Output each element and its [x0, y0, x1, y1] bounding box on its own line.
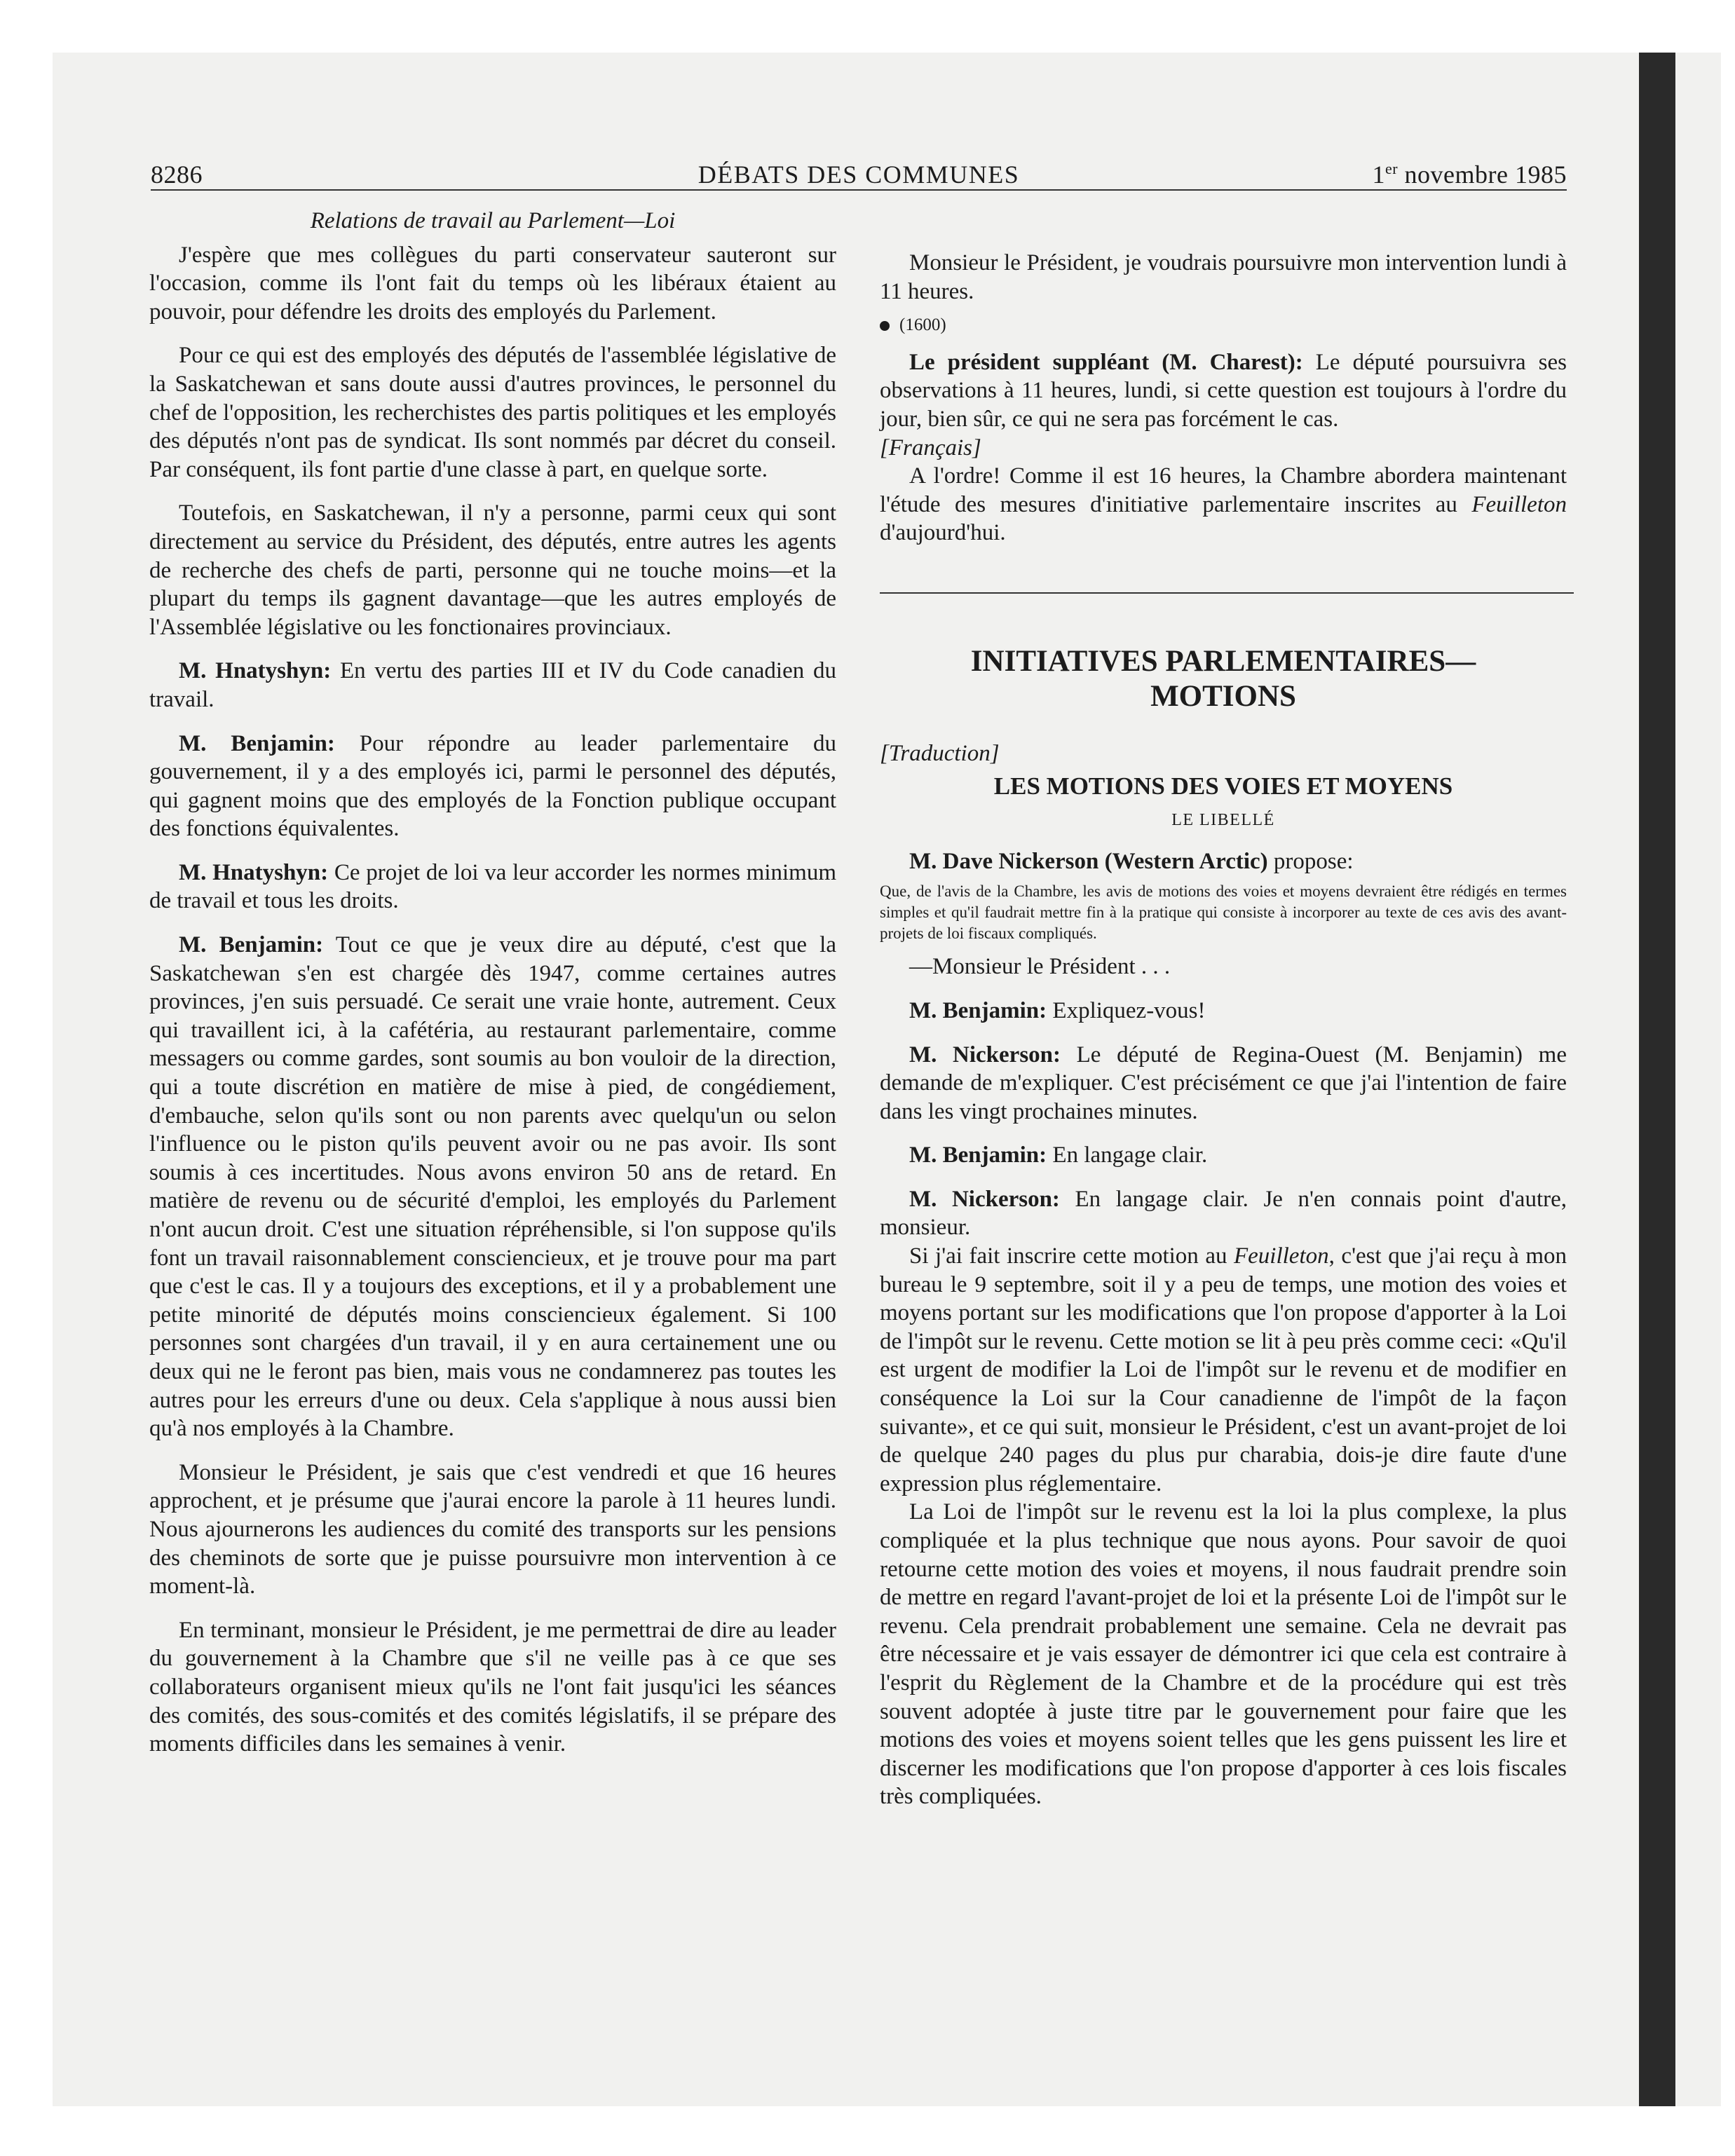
section-separator [880, 592, 1574, 594]
header-rule [151, 189, 1567, 191]
time-marker: (1600) [880, 311, 1567, 340]
speaker-name: M. Benjamin: [909, 1142, 1047, 1168]
subsection-subheading: LE LIBELLÉ [1171, 811, 1275, 830]
subsection-heading: LES MOTIONS DES VOIES ET MOYENS [993, 772, 1453, 800]
speech: M. Benjamin: Expliquez-vous! [909, 997, 1206, 1023]
motion-mover: M. Dave Nickerson (Western Arctic) propose: [909, 848, 1354, 874]
speech: M. Benjamin: Pour répondre au leader parlementaire du gouvernement, il y a des employés ici, parmi le personnel des députés, qui gagnent moins que des employés de la Fonction publique occupant des fonctions équivalentes. [149, 730, 836, 842]
section-heading: INITIATIVES PARLEMENTAIRES— MOTIONS [970, 644, 1476, 713]
speech: M. Benjamin: Tout ce que je veux dire au député, c'est que la Saskatchewan s'en est chargée dès 1947, comme certaines autres provinces, j'en suis persuadé. Ce serait une vraie honte, autrement. Ceux qui travaillent ici, à la cafétéria, au restaurant parlementaire, comme messagers ou comme gardes, sont soumis au bon vouloir de la direction, qui a toute discrétion en matière de mise à pied, de congédiement, d'embauche, selon qu'ils sont ou non parents avec quelqu'un ou selon l'influence ou le piston qu'ils peuvent avoir ou ne pas avoir. Ils sont soumis à ces incertitudes. Nous avons environ 50 ans de retard. En matière de revenu ou de sécurité d'emploi, les employés du Parlement n'ont aucun droit. C'est une situation répréhensible, si l'on suppose qu'ils font un travail raisonnablement consciencieux, et je trouve pour ma part que c'est le cas. Il y a toujours des exceptions, et il y a probablement une petite minorité de députés moins consciencieux également. Si 100 personnes sont chargées d'un travail, il y en aura certainement une ou deux qui ne le feront pas bien, mais vous ne condamnerez pas toutes les autres pour les erreurs d'une ou deux. Cela s'applique à nous aussi bien qu'à nos employés à la Chambre. [149, 932, 836, 1442]
speaker-name: M. Nickerson: [909, 1042, 1061, 1067]
speaker-name: M. Benjamin: [179, 932, 324, 958]
speech: M. Hnatyshyn: Ce projet de loi va leur accorder les normes minimum de travail et tous les droits. [149, 859, 836, 914]
speaker-name: M. Benjamin: [909, 997, 1047, 1023]
paragraph: —Monsieur le Président . . . [909, 954, 1171, 980]
speech: M. Benjamin: En langage clair. [909, 1142, 1208, 1168]
speech: M. Nickerson: Le député de Regina-Ouest (M. Benjamin) me demande de m'expliquer. C'est précisément ce que j'ai l'intention de faire dans les vingt prochaines minutes. [880, 1042, 1567, 1124]
paragraph: Si j'ai fait inscrire cette motion au Feuilleton, c'est que j'ai reçu à mon bureau le 9 septembre, soit il y a peu de temps, une motion des voies et moyens portant sur les modifications que l'on propose d'apporter à la Loi de l'impôt sur le revenu. Cette motion se lit à peu près comme ceci: «Qu'il est urgent de modifier la Loi de l'impôt sur le revenu et de modifier en conséquence la Loi sur la Cour canadienne de l'impôt de la façon suivante», et ce qui suit, monsieur le Président, c'est un avant-projet de loi de quelque 240 pages du plus pur charabia, dois-je dire faute d'une expression plus réglementaire. [880, 1243, 1567, 1496]
running-title: Relations de travail au Parlement—Loi [310, 208, 676, 233]
paragraph: Monsieur le Président, je voudrais poursuivre mon intervention lundi à 11 heures. [880, 250, 1567, 304]
language-note: [Traduction] [880, 740, 1000, 766]
left-column [149, 207, 836, 1759]
bullet-dot-icon [880, 321, 890, 331]
speech: M. Hnatyshyn: En vertu des parties III et IV du Code canadien du travail. [149, 658, 836, 712]
speaker-name: M. Hnatyshyn: [179, 859, 329, 885]
paragraph: Monsieur le Président, je sais que c'est vendredi et que 16 heures approchent, et je présume que j'aurai encore la parole à 11 heures lundi. Nous ajournerons les audiences du comité des transports sur les pensions des cheminots de sorte que je puisse poursuivre mon intervention à ce moment-là. [149, 1459, 836, 1599]
page-header [151, 160, 1567, 193]
right-column [880, 249, 1567, 1811]
paragraph: A l'ordre! Comme il est 16 heures, la Chambre abordera maintenant l'étude des mesures d'initiative parlementaire inscrites au Feuilleton d'aujourd'hui. [880, 463, 1567, 546]
speaker-name: M. Benjamin: [179, 730, 335, 756]
paragraph: La Loi de l'impôt sur le revenu est la loi la plus complexe, la plus compliquée et la plus technique que nous ayons. Pour savoir de quoi retourne cette motion des voies et moyens, il nous faudrait prendre soin de mettre en regard l'avant-projet de loi et la présente Loi de l'impôt sur le revenu. Cela prendrait probablement une semaine. Cela ne devrait pas être nécessaire et je vais essayer de démontrer ici que cela est contraire à l'esprit du Règlement de la Chambre et de la procédure qui est très souvent adoptée à juste titre par le gouvernement pour faire que les motions des voies et moyens soient telles que les gens puissent les lire et discerner les modifications que l'on propose d'apporter à ces lois fiscales très compliquées. [880, 1499, 1567, 1810]
speech: M. Nickerson: En langage clair. Je n'en connais point d'autre, monsieur. [880, 1186, 1567, 1241]
issue-date: 1er novembre 1985 [1372, 160, 1567, 189]
paragraph: En terminant, monsieur le Président, je me permettrai de dire au leader du gouvernement à la Chambre que s'il ne veille pas à ce que ses collaborateurs organisent mieux qu'ils ne l'ont fait jusqu'ici les séances des comités, des sous-comités et des comités législatifs, il se prépare des moments difficiles dans les semaines à venir. [149, 1617, 836, 1757]
speaker-name: M. Hnatyshyn: [179, 658, 332, 684]
motion-text: Que, de l'avis de la Chambre, les avis de motions des voies et moyens devraient être rédigés en termes simples et qu'il faudrait mettre fin à la pratique qui consiste à incorporer au texte de ces avis des avant-projets de loi fiscaux compliqués. [880, 882, 1567, 943]
speaker-name: M. Nickerson: [909, 1186, 1060, 1212]
paragraph: Pour ce qui est des employés des députés de l'assemblée législative de la Saskatchewan et sans doute aussi d'autres provinces, le personnel du chef de l'opposition, les recherchistes des partis politiques et les employés des députés n'ont pas de syndicat. Ils sont nommés par décret du conseil. Par conséquent, ils font partie d'une classe à part, en quelque sorte. [149, 343, 836, 482]
publication-title: DÉBATS DES COMMUNES [698, 161, 1020, 189]
paragraph: Toutefois, en Saskatchewan, il n'y a personne, parmi ceux qui sont directement au service du Président, des députés, entre autres les agents de recherche des chefs de parti, personne qui ne touche moins—et la plupart du temps ils gagnent davantage—que les autres employés de l'Assemblée législative ou les fonctionaires provinciaux. [149, 500, 836, 640]
page-number: 8286 [151, 161, 203, 189]
speaker-name: Le président suppléant (M. Charest): [909, 349, 1303, 375]
paragraph: J'espère que mes collègues du parti conservateur sauteront sur l'occasion, comme ils l'ont fait du temps où les libéraux étaient au pouvoir, pour défendre les droits des employés du Parlement. [149, 242, 836, 325]
speech: Le président suppléant (M. Charest): Le député poursuivra ses observations à 11 heures, lundi, si cette question est toujours à l'ordre du jour, bien sûr, ce qui ne sera pas forcément le cas. [880, 349, 1567, 432]
language-note: [Français] [880, 435, 981, 460]
